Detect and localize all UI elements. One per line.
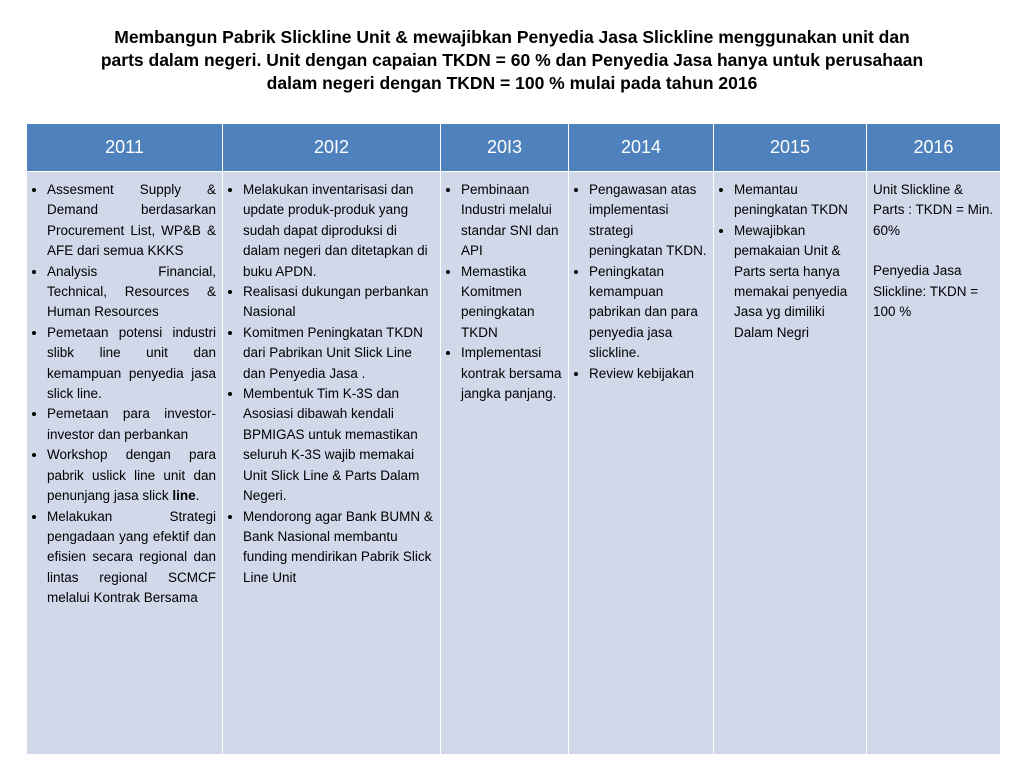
- cell-2015: [714, 172, 867, 755]
- title-line-2: parts dalam negeri. Unit dengan capaian TKDN = 60 % dan Penyedia Jasa hanya untuk perusahaan: [100, 50, 924, 70]
- roadmap-table: [26, 123, 1001, 755]
- list-item: • Review kebijakan: [589, 364, 707, 384]
- column-header-2011: 2011: [27, 124, 223, 172]
- cell-2013: [441, 172, 569, 755]
- list-item-tail: .: [195, 488, 200, 504]
- list-item: • Mewajibkan pemakaian Unit & Parts serta hanya memakai penyedia Jasa yg dimiliki Dalam Negri: [734, 221, 860, 343]
- list-item-text: Workshop dengan para pabrik uslick line unit dan penunjang jasa slick: [47, 447, 216, 504]
- list-2014: [575, 180, 707, 384]
- list-2013: [447, 180, 562, 404]
- cell-2014: [569, 172, 714, 755]
- target-unit-parts: Unit Slickline & Parts : TKDN = Min. 60%: [873, 182, 994, 238]
- title-line-1: Membangun Pabrik Slickline Unit & mewajibkan Penyedia Jasa Slickline menggunakan unit dan: [114, 27, 910, 47]
- target-service-provider: Penyedia Jasa Slickline: TKDN = 100 %: [873, 263, 979, 320]
- column-header-2012: 20I2: [223, 124, 441, 172]
- paragraph-gap: [873, 241, 994, 261]
- list-item: • Realisasi dukungan perbankan Nasional: [243, 282, 434, 323]
- header-row: [27, 124, 1001, 172]
- column-header-2015: 2015: [714, 124, 867, 172]
- list-item: • Memastika Komitmen peningkatan TKDN: [461, 262, 562, 344]
- list-item: • Implementasi kontrak bersama jangka panjang.: [461, 343, 562, 404]
- cell-2011: [27, 172, 223, 755]
- list-item: • Melakukan Strategi pengadaan yang efektif dan efisien secara regional dan lintas regional SCMCF melalui Kontrak Bersama: [47, 507, 216, 609]
- list-item: • Analysis Financial, Technical, Resources & Human Resources: [47, 262, 216, 323]
- list-item: • Pemetaan potensi industri slibk line unit dan kemampuan penyedia jasa slick line.: [47, 323, 216, 405]
- title-line-3: dalam negeri dengan TKDN = 100 % mulai pada tahun 2016: [266, 73, 758, 93]
- list-item: • Melakukan inventarisasi dan update produk-produk yang sudah dapat diproduksi di dalam negeri dan ditetapkan di buku APDN.: [243, 180, 434, 282]
- list-item: • Memantau peningkatan TKDN: [734, 180, 860, 221]
- column-header-2014: 2014: [569, 124, 714, 172]
- list-item-bold-word: line: [172, 488, 196, 504]
- cell-2016: [867, 172, 1001, 755]
- list-item: • Mendorong agar Bank BUMN & Bank Nasional membantu funding mendirikan Pabrik Slick Line Unit: [243, 507, 434, 589]
- list-2015: [720, 180, 860, 343]
- list-item: • Pengawasan atas implementasi strategi peningkatan TKDN.: [589, 180, 707, 262]
- list-item: [47, 445, 216, 506]
- page-title: [40, 26, 984, 95]
- list-item: • Pembinaan Industri melalui standar SNI dan API: [461, 180, 562, 262]
- list-2011: [33, 180, 216, 609]
- list-item: • Komitmen Peningkatan TKDN dari Pabrikan Unit Slick Line dan Penyedia Jasa .: [243, 323, 434, 384]
- column-header-2013: 20I3: [441, 124, 569, 172]
- list-item: • Pemetaan para investor-investor dan perbankan: [47, 404, 216, 445]
- list-2012: [229, 180, 434, 588]
- cell-2012: [223, 172, 441, 755]
- list-item: • Peningkatan kemampuan pabrikan dan para penyedia jasa slickline.: [589, 262, 707, 364]
- list-item: • Assesment Supply & Demand berdasarkan Procurement List, WP&B & AFE dari semua KKKS: [47, 180, 216, 262]
- column-header-2016: 2016: [867, 124, 1001, 172]
- list-item: • Membentuk Tim K-3S dan Asosiasi dibawah kendali BPMIGAS untuk memastikan seluruh K-3S wajib memakai Unit Slick Line & Parts Dalam Negeri.: [243, 384, 434, 506]
- content-row: [27, 172, 1001, 755]
